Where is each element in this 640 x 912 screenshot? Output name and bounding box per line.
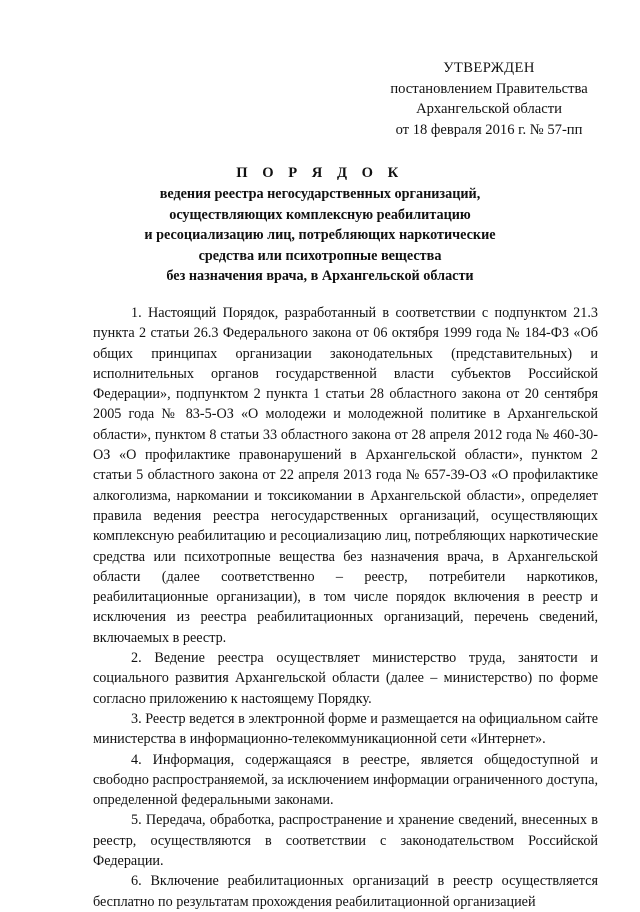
heading-line: осуществляющих комплексную реабилитацию	[169, 206, 471, 223]
document-body	[93, 303, 598, 912]
document-heading	[70, 162, 570, 287]
document-title: П О Р Я Д О К	[236, 165, 404, 181]
approval-line: постановлением Правительства	[390, 80, 588, 97]
heading-line: ведения реестра негосударственных организаций,	[159, 186, 481, 202]
paragraph-6: 6. Включение реабилитационных организаций в реестр осуществляется бесплатно по результатам прохождения реабилитационной организацией	[93, 873, 598, 910]
paragraph-2: 2. Ведение реестра осуществляет министерство труда, занятости и социального развития Архангельской области (далее – министерство) по форме согласно приложению к настоящему Порядку.	[93, 650, 598, 707]
paragraph-3: 3. Реестр ведется в электронной форме и размещается на официальном сайте министерства в информационно-телекоммуникационной сети «Интернет».	[93, 710, 599, 748]
approval-stamp	[376, 58, 602, 140]
paragraph-5: 5. Передача, обработка, распространение и хранение сведений, внесенных в реестр, осуществляются в соответствии с законодательством Российской Федерации.	[93, 812, 598, 870]
heading-line: и ресоциализацию лиц, потребляющих наркотические	[144, 227, 496, 244]
heading-line: средства или психотропные вещества	[198, 247, 442, 264]
paragraph-1: 1. Настоящий Порядок, разработанный в соответствии с подпунктом 21.3 пункта 2 статьи 26.3 Федерального закона от 06 октября 1999 года № 184-ФЗ «Об общих принципах организации законодательных (представительных) и исполнительных органов государственной власти субъектов Российской Федерации», подпунктом 2 пункта 1 статьи 28 областного закона от 20 сентября 2005 года № 83-5-ОЗ «О молодежи и молодежной политике в Архангельской области», пунктом 8 статьи 33 областного закона от 28 апреля 2012 года № 460-30-ОЗ «О профилактике правонарушений в Архангельской области», пунктом 2 статьи 5 областного закона от 22 апреля 2013 года № 657-39-ОЗ «О профилактике алкоголизма, наркомании и токсикомании в Архангельской области», определяет правила ведения реестра негосударственных организаций, осуществляющих комплексную реабилитацию и ресоциализацию лиц, потребляющих наркотические средства или психотропные вещества без назначения врача, в Архангельской области (далее соответственно – реестр, потребители наркотиков, реабилитационные организации), в том числе порядок включения в реестр и исключения из реестра реабилитационных организаций, перечень сведений, включаемых в реестр.	[93, 305, 598, 646]
approval-line: от 18 февраля 2016 г. № 57-пп	[395, 121, 583, 138]
approval-line: Архангельской области	[416, 101, 562, 117]
approval-title: УТВЕРЖДЕН	[443, 60, 535, 76]
heading-line: без назначения врача, в Архангельской области	[166, 268, 474, 285]
paragraph-4: 4. Информация, содержащаяся в реестре, является общедоступной и свободно распространяемой, за исключением информации ограниченного доступа, определенной федеральными законами.	[93, 751, 598, 809]
